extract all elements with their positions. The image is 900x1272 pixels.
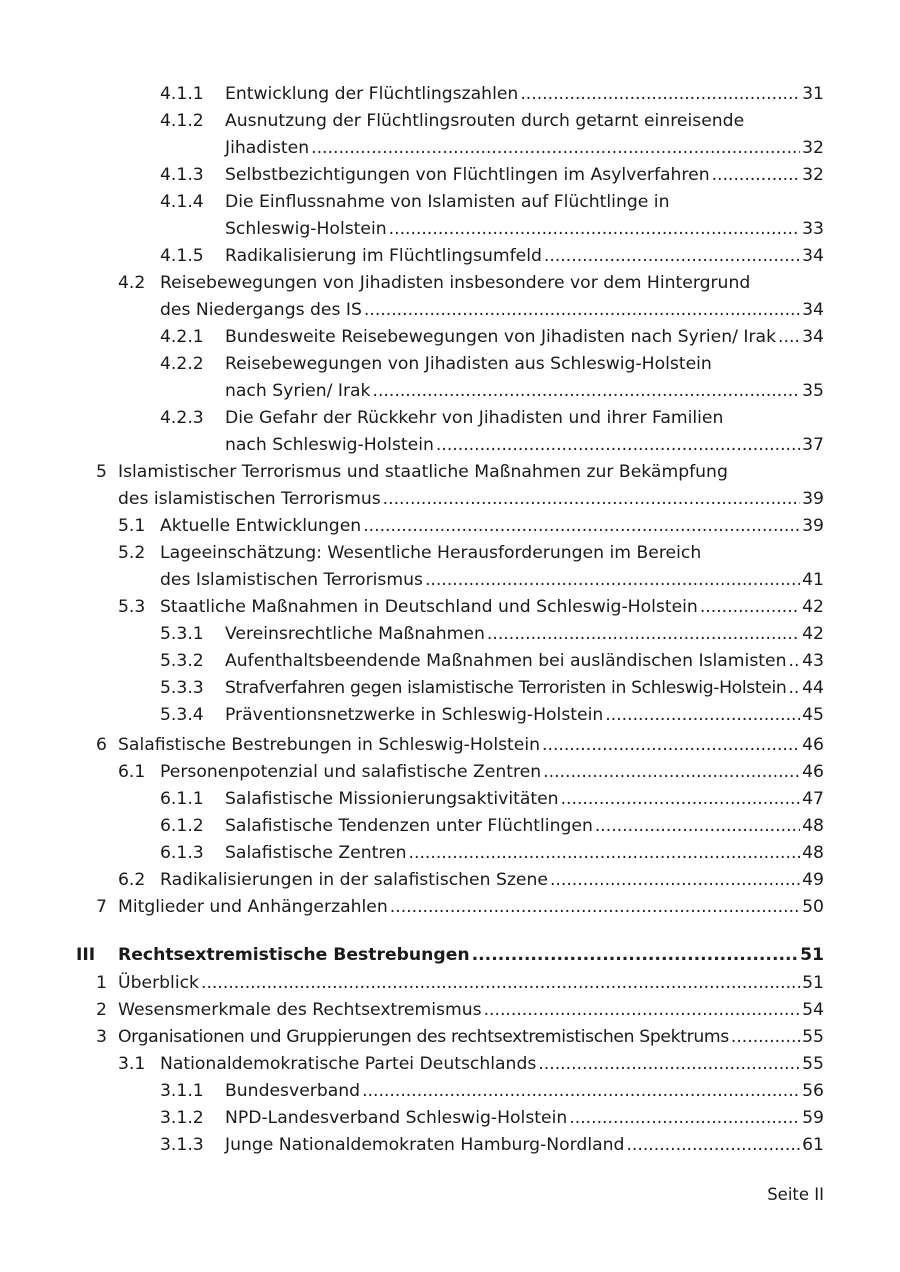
- toc-number: 3.1.3: [160, 1135, 204, 1155]
- toc-title: Selbstbezichtigungen von Flüchtlingen im Asylverfahren: [225, 165, 710, 185]
- toc-entry-continuation[interactable]: [0, 135, 900, 162]
- toc-entry-continuation[interactable]: [0, 297, 900, 324]
- leader-dots: [472, 942, 798, 969]
- toc-number: 1: [96, 973, 107, 993]
- toc-title: Bundesweite Reisebewegungen von Jihadisten nach Syrien/ Irak: [225, 327, 777, 347]
- toc-entry[interactable]: [0, 108, 900, 135]
- toc-title: Bundesverband: [225, 1081, 361, 1101]
- toc-page-number: 39: [802, 489, 824, 509]
- toc-title: Präventionsnetzwerke in Schleswig-Holstein: [225, 705, 604, 725]
- toc-entry[interactable]: [0, 594, 900, 621]
- toc-entry[interactable]: [0, 970, 900, 997]
- toc-page-number: 61: [802, 1135, 824, 1155]
- toc-page-number: 39: [802, 516, 824, 536]
- toc-number: 5.3: [118, 597, 146, 617]
- toc-entry[interactable]: [0, 162, 900, 189]
- toc-entry[interactable]: [0, 759, 900, 786]
- toc-title: Salafistische Tendenzen unter Flüchtlingen: [225, 816, 593, 836]
- toc-number: 4.1.1: [160, 84, 204, 104]
- toc-entry[interactable]: [0, 867, 900, 894]
- toc-entry[interactable]: [0, 894, 900, 921]
- toc-entry[interactable]: [0, 243, 900, 270]
- toc-page-number: 34: [802, 327, 824, 347]
- toc-title: Reisebewegungen von Jihadisten aus Schleswig-Holstein: [225, 354, 712, 374]
- toc-page-number: 32: [802, 165, 824, 185]
- toc-number: 6.1: [118, 762, 146, 782]
- toc-entry[interactable]: [0, 648, 900, 675]
- leader-dots: [520, 81, 800, 108]
- toc-number: 5.3.2: [160, 651, 204, 671]
- toc-page-number: 34: [802, 246, 824, 266]
- toc-entry-continuation[interactable]: [0, 486, 900, 513]
- toc-page-number: 59: [802, 1108, 824, 1128]
- toc-number: 4.2.2: [160, 354, 204, 374]
- leader-dots: [362, 1078, 800, 1105]
- toc-title: Strafverfahren gegen islamistische Terroristen in Schleswig-Holstein: [225, 678, 787, 698]
- leader-dots: [436, 432, 800, 459]
- toc-number: 6.1.2: [160, 816, 204, 836]
- toc-page-number: 48: [802, 816, 824, 836]
- toc-title-cont: nach Syrien/ Irak: [225, 381, 371, 401]
- leader-dots: [389, 216, 800, 243]
- toc-entry[interactable]: [0, 459, 900, 486]
- toc-page-number: 43: [802, 651, 824, 671]
- toc-title: Salafistische Missionierungsaktivitäten: [225, 789, 559, 809]
- toc-title-cont: Schleswig-Holstein: [225, 219, 387, 239]
- toc-title: Junge Nationaldemokraten Hamburg-Nordland: [225, 1135, 625, 1155]
- leader-dots: [487, 621, 800, 648]
- toc-title: Die Einflussnahme von Islamisten auf Flüchtlinge in: [225, 192, 670, 212]
- toc-title: Die Gefahr der Rückkehr von Jihadisten und ihrer Familien: [225, 408, 724, 428]
- toc-number: 4.2: [118, 273, 146, 293]
- leader-dots: [778, 324, 800, 351]
- leader-dots: [364, 297, 800, 324]
- leader-dots: [544, 243, 800, 270]
- toc-entry[interactable]: [0, 813, 900, 840]
- toc-entry[interactable]: [0, 997, 900, 1024]
- toc-number: 4.1.2: [160, 111, 204, 131]
- toc-number: 3.1: [118, 1054, 146, 1074]
- toc-title-cont: Jihadisten: [225, 138, 310, 158]
- leader-dots: [201, 970, 800, 997]
- toc-chapter-title: Rechtsextremistische Bestrebungen: [118, 945, 470, 965]
- toc-title: Salafistische Zentren: [225, 843, 407, 863]
- toc-entry[interactable]: [0, 189, 900, 216]
- leader-dots: [538, 1051, 800, 1078]
- leader-dots: [373, 378, 801, 405]
- toc-page-number: 42: [802, 624, 824, 644]
- toc-title-cont: des Niedergangs des IS: [160, 300, 362, 320]
- page-footer-label: Seite II: [767, 1185, 824, 1204]
- leader-dots: [363, 513, 800, 540]
- toc-title: Personenpotenzial und salafistische Zentren: [160, 762, 542, 782]
- leader-dots: [383, 486, 800, 513]
- toc-page-number: 31: [802, 84, 824, 104]
- toc-entry-continuation[interactable]: [0, 567, 900, 594]
- toc-number: 4.1.4: [160, 192, 204, 212]
- leader-dots: [390, 894, 800, 921]
- toc-page-number: 41: [802, 570, 824, 590]
- toc-entry[interactable]: [0, 270, 900, 297]
- toc-page-number: 32: [802, 138, 824, 158]
- leader-dots: [605, 702, 800, 729]
- toc-title: Entwicklung der Flüchtlingszahlen: [225, 84, 519, 104]
- toc-entry[interactable]: [0, 351, 900, 378]
- toc-page-number: 56: [802, 1081, 824, 1101]
- leader-dots: [484, 997, 801, 1024]
- toc-page-number: 44: [802, 678, 824, 698]
- toc-number: 5: [96, 462, 107, 482]
- toc-title: Nationaldemokratische Partei Deutschlands: [160, 1054, 537, 1074]
- toc-page-number: 42: [802, 597, 824, 617]
- toc-page-number: 33: [802, 219, 824, 239]
- toc-title: Radikalisierung im Flüchtlingsumfeld: [225, 246, 542, 266]
- toc-entry[interactable]: [0, 621, 900, 648]
- toc-entry[interactable]: [0, 1024, 900, 1051]
- toc-title: Mitglieder und Anhängerzahlen: [118, 897, 388, 917]
- toc-page-number: 55: [802, 1054, 824, 1074]
- toc-page-number: 55: [802, 1027, 824, 1047]
- toc-entry-continuation[interactable]: [0, 378, 900, 405]
- toc-title: Staatliche Maßnahmen in Deutschland und Schleswig-Holstein: [160, 597, 698, 617]
- toc-entry[interactable]: [0, 405, 900, 432]
- toc-page-number: 49: [802, 870, 824, 890]
- toc-number: 3: [96, 1027, 107, 1047]
- toc-title-cont: nach Schleswig-Holstein: [225, 435, 434, 455]
- leader-dots: [712, 162, 801, 189]
- toc-page-number: 37: [802, 435, 824, 455]
- toc-entry[interactable]: [0, 81, 900, 108]
- toc-number: 3.1.2: [160, 1108, 204, 1128]
- toc-entry[interactable]: [0, 513, 900, 540]
- toc-title: Ausnutzung der Flüchtlingsrouten durch getarnt einreisende: [225, 111, 745, 131]
- toc-entry[interactable]: [0, 675, 900, 702]
- toc-entry[interactable]: [0, 702, 900, 729]
- leader-dots: [561, 786, 801, 813]
- toc-title: Aufenthaltsbeendende Maßnahmen bei ausländischen Islamisten: [225, 651, 787, 671]
- leader-dots: [425, 567, 800, 594]
- toc-entry[interactable]: [0, 786, 900, 813]
- toc-number: 4.2.1: [160, 327, 204, 347]
- toc-number: 5.3.3: [160, 678, 204, 698]
- toc-title: Lageeinschätzung: Wesentliche Herausforderungen im Bereich: [160, 543, 702, 563]
- toc-chapter-number: III: [76, 945, 96, 965]
- toc-title: NPD-Landesverband Schleswig-Holstein: [225, 1108, 568, 1128]
- toc-title: Islamistischer Terrorismus und staatliche Maßnahmen zur Bekämpfung: [118, 462, 728, 482]
- toc-chapter-entry[interactable]: [0, 942, 900, 969]
- toc-number: 5.3.4: [160, 705, 204, 725]
- toc-title: Aktuelle Entwicklungen: [160, 516, 362, 536]
- toc-number: 5.2: [118, 543, 146, 563]
- leader-dots: [409, 840, 801, 867]
- toc-entry[interactable]: [0, 840, 900, 867]
- toc-entry[interactable]: [0, 1132, 900, 1159]
- toc-title-cont: des Islamistischen Terrorismus: [160, 570, 423, 590]
- toc-title: Organisationen und Gruppierungen des rechtsextremistischen Spektrums: [118, 1027, 729, 1047]
- leader-dots: [550, 867, 800, 894]
- toc-number: 6.1.1: [160, 789, 204, 809]
- toc-number: 4.2.3: [160, 408, 204, 428]
- leader-dots: [543, 759, 800, 786]
- toc-number: 7: [96, 897, 107, 917]
- toc-number: 6.2: [118, 870, 146, 890]
- toc-page-number: 50: [802, 897, 824, 917]
- toc-number: 5.1: [118, 516, 146, 536]
- toc-entry[interactable]: [0, 324, 900, 351]
- toc-number: 5.3.1: [160, 624, 204, 644]
- toc-entry[interactable]: [0, 540, 900, 567]
- toc-entry-continuation[interactable]: [0, 216, 900, 243]
- toc-title: Wesensmerkmale des Rechtsextremismus: [118, 1000, 482, 1020]
- toc-number: 3.1.1: [160, 1081, 204, 1101]
- toc-page-number: 46: [802, 762, 824, 782]
- leader-dots: [788, 675, 800, 702]
- toc-page-number: 34: [802, 300, 824, 320]
- leader-dots: [542, 732, 800, 759]
- toc-number: 4.1.5: [160, 246, 204, 266]
- leader-dots: [626, 1132, 800, 1159]
- toc-title: Überblick: [118, 973, 199, 993]
- toc-number: 6.1.3: [160, 843, 204, 863]
- toc-number: 2: [96, 1000, 107, 1020]
- leader-dots: [311, 135, 800, 162]
- toc-entry[interactable]: [0, 1051, 900, 1078]
- toc-page-number: 48: [802, 843, 824, 863]
- toc-entry[interactable]: [0, 1105, 900, 1132]
- toc-page-number: 54: [802, 1000, 824, 1020]
- leader-dots: [789, 648, 801, 675]
- leader-dots: [731, 1024, 800, 1051]
- toc-title: Radikalisierungen in der salafistischen Szene: [160, 870, 548, 890]
- toc-page-number: 51: [800, 945, 824, 965]
- toc-page-number: 35: [802, 381, 824, 401]
- toc-title: Vereinsrechtliche Maßnahmen: [225, 624, 485, 644]
- toc-title: Reisebewegungen von Jihadisten insbesondere vor dem Hintergrund: [160, 273, 751, 293]
- toc-entry[interactable]: [0, 732, 900, 759]
- toc-number: 6: [96, 735, 107, 755]
- toc-number: 4.1.3: [160, 165, 204, 185]
- toc-page-number: 45: [802, 705, 824, 725]
- leader-dots: [595, 813, 800, 840]
- toc-title: Salafistische Bestrebungen in Schleswig-Holstein: [118, 735, 541, 755]
- toc-page-number: 46: [802, 735, 824, 755]
- toc-page-number: 51: [802, 973, 824, 993]
- leader-dots: [700, 594, 800, 621]
- toc-title-cont: des islamistischen Terrorismus: [118, 489, 381, 509]
- toc-page-number: 47: [802, 789, 824, 809]
- toc-entry[interactable]: [0, 1078, 900, 1105]
- toc-entry-continuation[interactable]: [0, 432, 900, 459]
- leader-dots: [569, 1105, 800, 1132]
